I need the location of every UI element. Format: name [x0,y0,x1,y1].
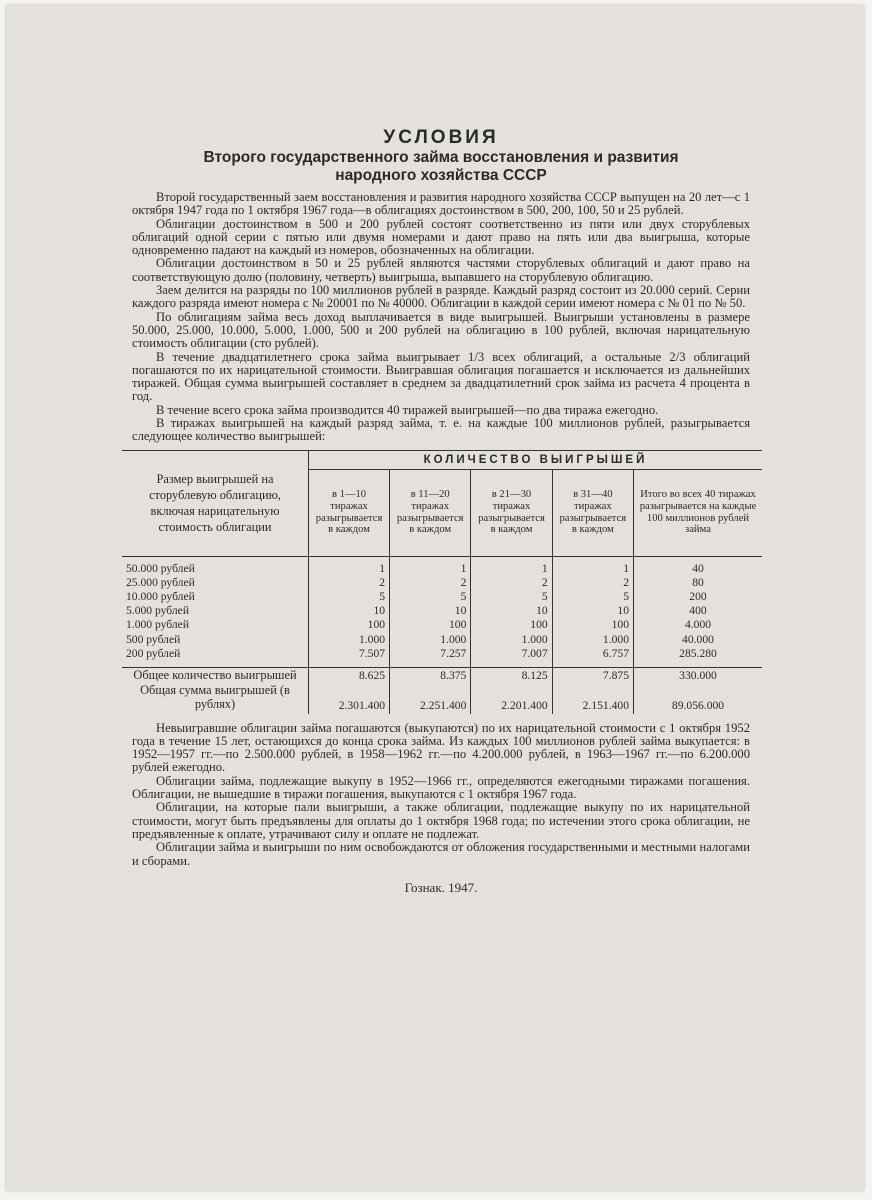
table-row [122,576,762,590]
table-cell: 2.151.400 [552,683,633,714]
table-column-header: в 1—10 тиражах разыгрывается в каждом [309,469,390,556]
prize-amount: 200 рублей [122,647,309,668]
table-cell: 7.007 [471,647,552,668]
table-column-header-total: Итого во всех 40 тиражах разыгрывается на каждые 100 миллионов рублей займа [639,489,757,536]
table-cell: 1 [552,556,633,576]
table-cell: 100 [309,618,390,632]
paragraph: Невыигравшие облигации займа погашаются (выкупаются) по их нарицательной стоимости с 1 октября 1952 года в течение 15 лет, остающихся до конца срока займа. Из каждых 100 миллионов рублей займа выкупается: в 1952—1957 гг.—по 2.500.000 рублей, в 1958—1962 гг.—по 4.200.000 рублей, в 1963—1967 гг.—по 6.200.000 рублей ежегодно. [132,720,750,775]
paragraph: В тиражах выигрышей на каждый разряд займа, т. е. на каждые 100 миллионов рублей, разыгрывается следующее количество выигрышей: [132,416,750,444]
table-cell: 8.625 [309,668,390,683]
table-row-header: Размер выигрышей на сторублевую облигацию, включая нарицательную стоимость облигации [122,450,309,556]
printer-imprint: Гознак. 1947. [404,879,478,895]
table-row [122,633,762,647]
table-cell: 10 [471,604,552,618]
table-cell-total: 4.000 [684,618,712,632]
table-cell: 6.757 [552,647,633,668]
table-cell-total: 400 [689,604,707,618]
table-cell: 100 [471,618,552,632]
table-row [122,604,762,618]
table-cell: 7.507 [309,647,390,668]
table-column-header: в 11—20 тиражах разыгрывается в каждом [390,469,471,556]
prize-amount: 10.000 рублей [122,590,309,604]
table-cell: 2 [552,576,633,590]
table-cell: 10 [309,604,390,618]
document-title: УСЛОВИЯ [383,127,499,148]
table-cell: 10 [390,604,471,618]
prize-amount: 50.000 рублей [122,556,309,576]
table-total-sum-row [122,683,762,714]
paragraph: Облигации, на которые пали выигрыши, а также облигации, подлежащие выкупу по их нарицательной стоимости, могут быть предъявлены для оплаты до 1 октября 1968 года; по истечении этого срока облигации, не предъявленные к оплате, утрачивают силу и оплате не подлежат. [132,800,750,841]
table-cell: 8.375 [390,668,471,683]
table-cell: 7.257 [390,647,471,668]
table-cell: 5 [390,590,471,604]
table-cell: 2.301.400 [309,683,390,714]
intro-section [132,191,750,444]
table-cell: 1.000 [471,633,552,647]
total-count-label: Общее количество выигрышей [122,668,309,683]
table-column-header: в 21—30 тиражах разыгрывается в каждом [471,469,552,556]
table-cell: 7.875 [552,668,633,683]
table-cell-total: 40 [692,561,704,575]
table-cell: 1.000 [309,633,390,647]
document-subtitle-line1: Второго государственного займа восстановления и развития [203,149,679,166]
prize-amount: 1.000 рублей [122,618,309,632]
document-subtitle-line2: народного хозяйства СССР [335,167,547,184]
outro-section [132,722,750,868]
table-cell: 5 [309,590,390,604]
table-cell: 5 [471,590,552,604]
table-cell: 2 [471,576,552,590]
paragraph: По облигациям займа весь доход выплачивается в виде выигрышей. Выигрыши установлены в размере 50.000, 25.000, 10.000, 5.000, 1.000, 500 и 200 рублей на облигацию в 100 рублей, включая нарицательную стоимость облигации (сто рублей). [132,309,750,351]
table-row [122,647,762,668]
table-cell: 1 [390,556,471,576]
paragraph: Заем делится на разряды по 100 миллионов рублей в разряде. Каждый разряд состоит из 20.000 серий. Серии каждого разряда имеют номера с № 20001 по № 40000. Облигации в каждой серии имеют номера с № 01 по № 50. [132,283,750,311]
table-cell: 1 [471,556,552,576]
prize-amount: 5.000 рублей [122,604,309,618]
document-sheet [6,5,864,1191]
table-total-count-row [122,668,762,683]
table-cell-total: 89.056.000 [671,698,725,712]
table-cell: 5 [552,590,633,604]
prize-amount: 500 рублей [122,633,309,647]
table-cell-total: 330.000 [679,668,717,682]
table-cell: 2 [309,576,390,590]
paragraph: Облигации займа, подлежащие выкупу в 1952—1966 гг., определяются ежегодными тиражами погашения. Облигации, не вышедшие в тиражи погашения, выкупаются с 1 октября 1967 года. [132,773,750,802]
prize-table [122,450,762,714]
table-cell-total: 285.280 [634,647,763,668]
table-row [122,590,762,604]
table-cell-total: 40.000 [682,632,714,646]
paragraph: Облигации займа и выигрыши по ним освобождаются от обложения государственными и местными налогами и сборами. [132,840,750,868]
table-row [122,556,762,576]
table-row [122,618,762,632]
table-cell: 1.000 [390,633,471,647]
table-group-header: КОЛИЧЕСТВО ВЫИГРЫШЕЙ [309,450,763,469]
paragraph: Облигации достоинством в 500 и 200 рублей состоят соответственно из пяти или двух сторублевых облигаций одной серии с пятью или двумя номерами и дают право на пять или два выигрыша, которые одновременно падают на каждый из номеров, обозначенных на облигации. [132,216,750,258]
paragraph: Второй государственный заем восстановления и развития народного хозяйства СССР выпущен на 20 лет—с 1 октября 1947 года по 1 октября 1967 года—в облигациях достоинством в 500, 200, 100, 50 и 25 рублей. [132,190,750,218]
table-cell-total: 200 [689,590,707,604]
table-cell: 100 [552,618,633,632]
paragraph: В течение двадцатилетнего срока займа выигрывает 1/3 всех облигаций, а остальные 2/3 облигаций погашаются по их нарицательной стоимости. Выигравшая облигация погашается и исключается из дальнейших тиражей. Общая сумма выигрышей составляет в среднем за двадцатилетний срок займа из расчета 4 процента в год. [132,349,750,404]
table-cell: 1 [309,556,390,576]
table-cell: 8.125 [471,668,552,683]
prize-amount: 25.000 рублей [122,576,309,590]
table-cell: 2.251.400 [390,683,471,714]
table-cell: 2 [390,576,471,590]
table-cell: 1.000 [552,633,633,647]
table-cell: 10 [552,604,633,618]
table-cell: 2.201.400 [471,683,552,714]
paragraph: Облигации достоинством в 50 и 25 рублей являются частями сторублевых облигаций и дают право на соответствующую долю (половину, четверть) выигрыша, выпавшего на сторублевую облигацию. [132,256,750,284]
total-sum-label: Общая сумма выигрышей (в рублях) [122,683,309,714]
paragraph: В течение всего срока займа производится 40 тиражей выигрышей—по два тиража ежегодно. [156,402,659,417]
table-cell-total: 80 [692,575,704,589]
table-cell: 100 [390,618,471,632]
document-content [126,127,757,896]
table-column-header: в 31—40 тиражах разыгрывается в каждом [552,469,633,556]
